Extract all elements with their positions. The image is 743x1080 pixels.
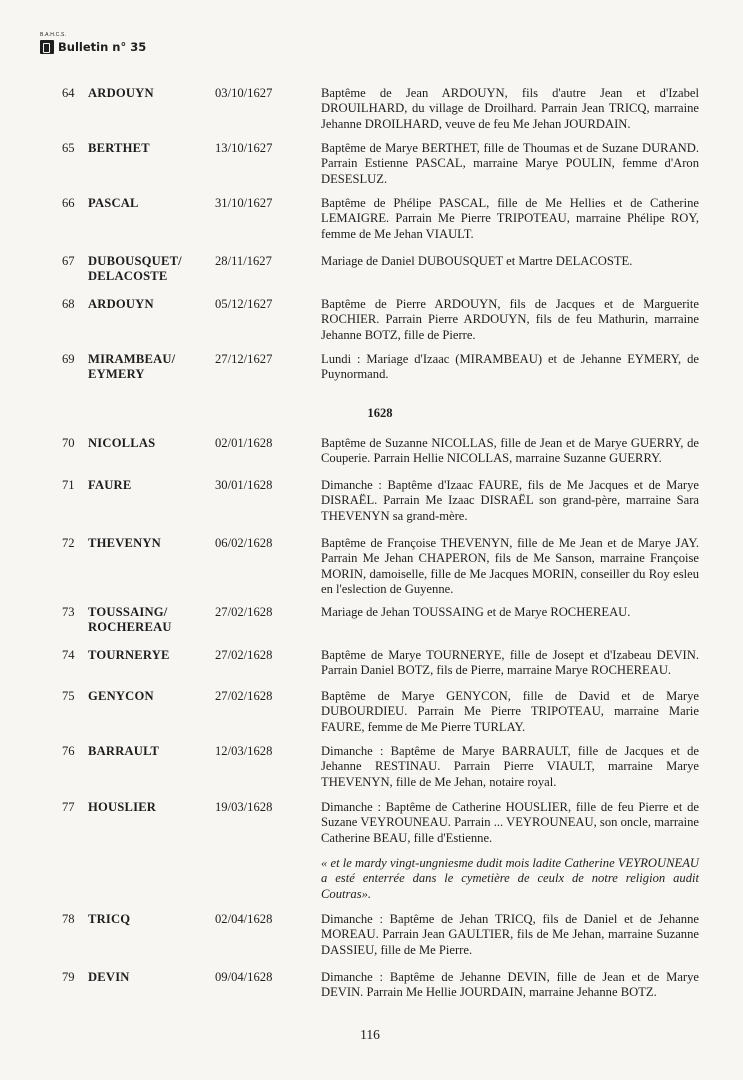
entry-description: Baptême de Jean ARDOUYN, fils d'autre Jean et d'Izabel DROUILHARD, du village de Droilhard. Parrain Jean TRICQ, marraine Jehanne DROILHARD, veuve de feu Me Jehan JOURDAIN.: [321, 86, 699, 131]
entry-description: Dimanche : Baptême de Jehan TRICQ, fils de Daniel et de Jehanne MOREAU. Parrain Jean GAULTIER, fils de Me Jehan, marraine Suzanne DASSIEU, fille de Me Pierre.: [321, 912, 699, 957]
entry-description: Mariage de Jehan TOUSSAING et de Marye ROCHEREAU.: [321, 605, 631, 619]
entry-date: 27/02/1628: [215, 648, 273, 662]
entry-description: Dimanche : Baptême de Jehanne DEVIN, fille de Jean et de Marye DEVIN. Parrain Me Hellie JOURDAIN, marraine Jehanne BOTZ.: [321, 970, 699, 1000]
logo-text: B.A.H.C.S.: [40, 32, 67, 38]
entry-number: 67: [62, 254, 75, 268]
entry-surname: BERTHET: [88, 141, 150, 155]
year-heading: 1628: [367, 406, 393, 420]
entry-number: 79: [62, 970, 75, 984]
entry-description: Baptême de Marye GENYCON, fille de David et de Marye DUBOURDIEU. Parrain Me Pierre TRIPOTEAU, marraine Marie FAURE, femme de Me Pierre TURLAY.: [321, 689, 699, 734]
logo-glyph-icon: [40, 40, 54, 54]
entry-description: Baptême de Marye TOURNERYE, fille de Josept et d'Izabeau DEVIN. Parrain Daniel BOTZ, fils de Pierre, marraine Marye ROCHEREAU.: [321, 648, 699, 678]
entry-surname: HOUSLIER: [88, 800, 157, 814]
entry-date: 27/02/1628: [215, 689, 273, 703]
entry-number: 71: [62, 478, 75, 492]
entry-number: 69: [62, 352, 75, 366]
entry-date: 02/04/1628: [215, 912, 273, 926]
entry-surname: TRICQ: [88, 912, 131, 926]
entry-number: 78: [62, 912, 75, 926]
entry-surname: MIRAMBEAU/ EYMERY: [88, 352, 176, 382]
entry-description: Baptême de Phélipe PASCAL, fille de Me Hellies et de Catherine LEMAIGRE. Parrain Me Pierre TRIPOTEAU, marraine Phélipe ROY, femme de Me Jehan VIAULT.: [321, 196, 699, 241]
entry-number: 68: [62, 297, 75, 311]
entry-number: 73: [62, 605, 75, 619]
entry-description: Dimanche : Baptême d'Izaac FAURE, fils de Me Jacques et de Marye DISRAËL. Parrain Me Izaac DISRAËL son grand-père, marraine Sara THEVENYN sa grand-mère.: [321, 478, 699, 523]
entry-number: 75: [62, 689, 75, 703]
entry-date: 31/10/1627: [215, 196, 273, 210]
entry-surname: GENYCON: [88, 689, 154, 703]
bulletin-logo: [40, 32, 67, 54]
entry-date: 09/04/1628: [215, 970, 273, 984]
entry-date: 06/02/1628: [215, 536, 273, 550]
entry-description: Mariage de Daniel DUBOUSQUET et Martre DELACOSTE.: [321, 254, 633, 268]
bulletin-title: Bulletin n° 35: [58, 40, 147, 54]
entry-surname: TOURNERYE: [88, 648, 170, 662]
entry-date: 05/12/1627: [215, 297, 273, 311]
entry-description: Dimanche : Baptême de Catherine HOUSLIER, fille de feu Pierre et de Suzane VEYROUNEAU. Parrain ... VEYROUNEAU, son oncle, marraine Catherine BEAU, fille d'Estienne.: [321, 800, 699, 845]
entry-date: 30/01/1628: [215, 478, 273, 492]
entry-number: 64: [62, 86, 75, 100]
entry-surname: PASCAL: [88, 196, 139, 210]
entry-surname: BARRAULT: [88, 744, 160, 758]
entry-number: 76: [62, 744, 75, 758]
entry-surname: DEVIN: [88, 970, 130, 984]
entry-surname: ARDOUYN: [88, 297, 154, 311]
entry-description: Baptême de Suzanne NICOLLAS, fille de Jean et de Marye GUERRY, de Couperie. Parrain Hellie NICOLLAS, marraine Suzanne GUERRY.: [321, 436, 699, 466]
entry-surname: NICOLLAS: [88, 436, 156, 450]
entry-description: Baptême de Pierre ARDOUYN, fils de Jacques et de Marguerite ROCHIER. Parrain Pierre ARDOUYN, fils de feu Mathurin, marraine Jehanne BOTZ, fille de Pierre.: [321, 297, 699, 342]
entry-surname: ARDOUYN: [88, 86, 154, 100]
entry-description: Baptême de Marye BERTHET, fille de Thoumas et de Suzane DURAND. Parrain Estienne PASCAL, marraine Marye POULIN, femme d'Aron DESESLUZ.: [321, 141, 699, 186]
entry-surname: TOUSSAING/ ROCHEREAU: [88, 605, 172, 635]
entry-surname: DUBOUSQUET/ DELACOSTE: [88, 254, 182, 284]
burial-note: « et le mardy vingt-ungniesme dudit mois ladite Catherine VEYROUNEAU a esté enterrée dans le cymetière de ceulx de notre religion audit Coutras».: [321, 856, 699, 901]
entry-number: 65: [62, 141, 75, 155]
entry-date: 27/12/1627: [215, 352, 273, 366]
page-number: 116: [360, 1027, 380, 1042]
entry-number: 70: [62, 436, 75, 450]
entry-date: 13/10/1627: [215, 141, 273, 155]
entry-date: 19/03/1628: [215, 800, 273, 814]
entry-number: 66: [62, 196, 75, 210]
entry-number: 74: [62, 648, 75, 662]
entry-date: 02/01/1628: [215, 436, 273, 450]
page-header: [40, 34, 146, 54]
entry-surname: THEVENYN: [88, 536, 161, 550]
entry-description: Lundi : Mariage d'Izaac (MIRAMBEAU) et de Jehanne EYMERY, de Puynormand.: [321, 352, 699, 382]
entry-description: Baptême de Françoise THEVENYN, fille de Me Jean et de Marye JAY. Parrain Me Jehan CHAPERON, fils de Me Sanson, marraine Françoise MORIN, damoiselle, fille de Me Jacques MORIN, conseiller du Roy esleu en l'eslection de Guyenne.: [321, 536, 699, 597]
entry-surname: FAURE: [88, 478, 132, 492]
entry-description: Dimanche : Baptême de Marye BARRAULT, fille de Jacques et de Jehanne RESTINAU. Parrain Pierre VIAULT, marraine Marye THEVENYN, fille de Me Jehan, notaire royal.: [321, 744, 699, 789]
entry-number: 72: [62, 536, 75, 550]
entry-date: 03/10/1627: [215, 86, 273, 100]
entry-date: 28/11/1627: [215, 254, 272, 268]
entry-date: 27/02/1628: [215, 605, 273, 619]
entry-date: 12/03/1628: [215, 744, 273, 758]
entry-number: 77: [62, 800, 75, 814]
